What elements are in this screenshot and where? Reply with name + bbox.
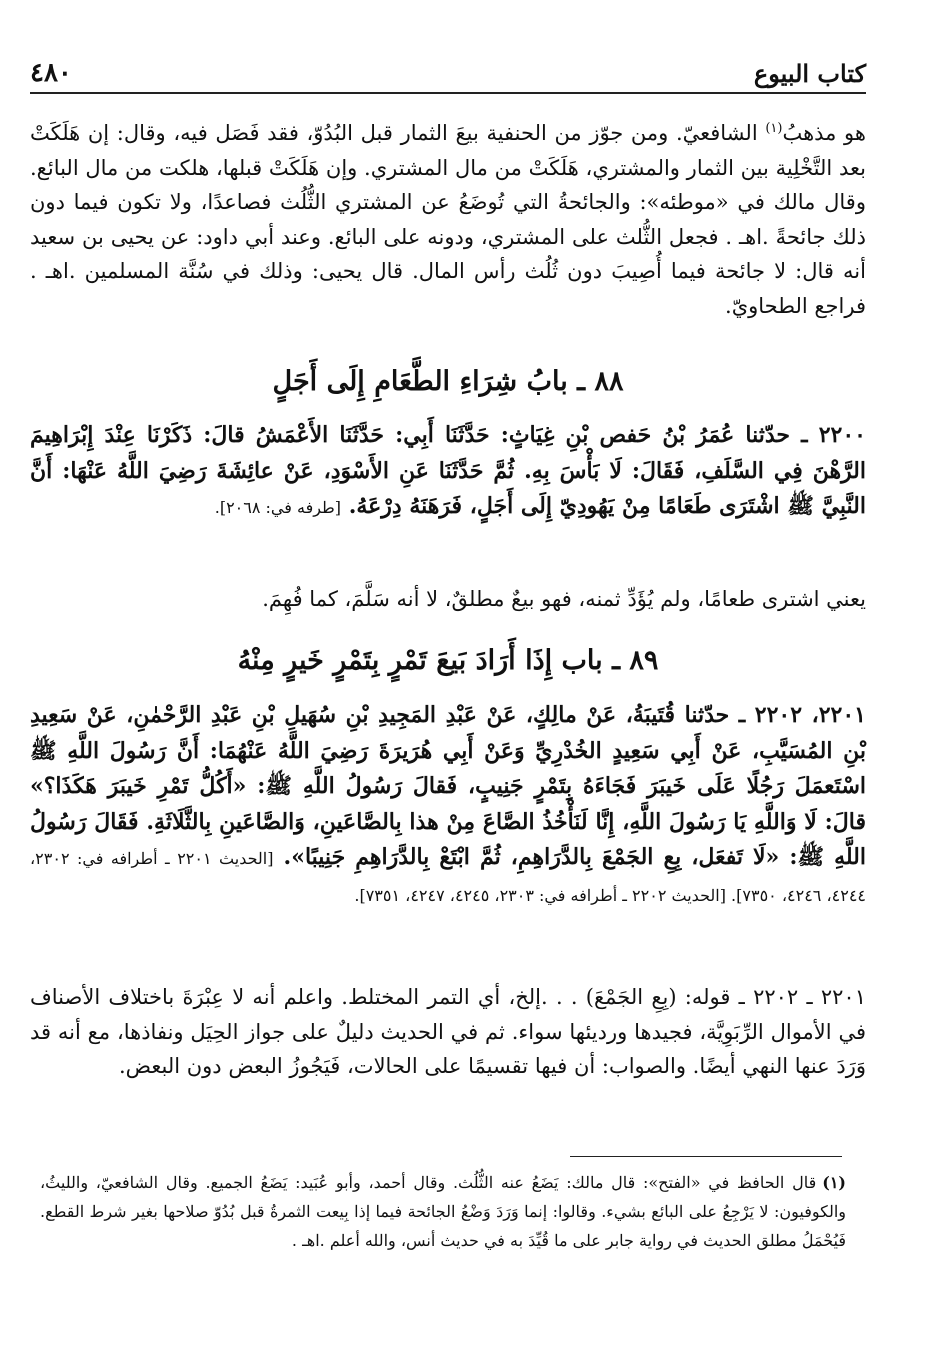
hadith-2200 [30,418,866,526]
commentary-start: هو مذهبُ [782,121,866,145]
hadith-cross-reference: [طرفه في: ٢٠٦٨]. [214,498,342,517]
chapter-heading-88: ٨٨ ـ بابُ شِرَاءِ الطَّعَامِ إِلَى أَجَلٍ [272,366,624,397]
hadith-2201-2202 [30,698,866,913]
chapter-heading-89: ٨٩ ـ باب إِذَا أَرَادَ بَيعَ تَمْرٍ بِتَمْرٍ خَيرٍ مِنْهُ [237,645,659,676]
hadith-text: ٢٢٠١، ٢٢٠٢ ـ حدّثنا قُتَيبَةُ، عَنْ مالِكٍ، عَنْ عَبْدِ المَجِيدِ بْنِ سُهَيلِ بْنِ عَبْدِ الرَّحْمٰنِ، عَنْ سَعِيدِ بْنِ المُسَيَّبِ، عَنْ أَبِي سَعِيدٍ الخُدْرِيِّ وَعَنْ أَبِي هُرَيرَةَ رَضِيَ اللَّهُ عَنْهُمَا: أَنَّ رَسُولَ اللَّهِ ﷺ اسْتَعمَلَ رَجُلًا عَلَى خَيبَرَ فَجَاءَهُ بِتَمْرٍ جَنِيبٍ، فَقالَ رَسُولُ اللَّهِ ﷺ: «أَكُلُّ تَمْرِ خَيبَرَ هَكَذَا؟» قالَ: لَا وَاللَّهِ يَا رَسُولَ اللَّهِ، إِنَّا لَنَأْخُذُ الصَّاعَ مِنْ هذا بِالصَّاعَينِ، وَالصَّاعَينِ بِالثَّلَاثَةِ. فَقَالَ رَسُولُ اللَّهِ ﷺ: «لَا تَفعَل، بِعِ الجَمْعَ بِالدَّرَاهِمِ، ثُمَّ ابْتَعْ بِالدَّرَاهِمِ جَنِيبًا». [30,702,866,870]
footnote-text: قال الحافظ في «الفتح»: قال مالك: يَضَعُ عنه الثُّلُث. وقال أحمد، وأبو عُبَيد: يَضَعُ الجميع. وقال الشافعيّ، والليثُ، والكوفيون: لا يَرْجِعُ على البائع بشيء. وقالوا: إنما وَرَدَ وَضْعُ الجائحة فيما إذا بِيعت الثمرةُ قبل بُدُوّ صلاحها بغير شرط القطع. فَيُحْمَلُ مطلق الحديث في رواية جابر على ما قُيِّدَ به في حديث أنس، والله أعلم .اهـ . [40,1173,847,1250]
running-title: كتاب البيوع [753,59,866,88]
footnote-reference: (١) [765,121,783,136]
hadith-text: ٢٢٠٠ ـ حدّثنا عُمَرُ بْنُ حَفص بْنِ غِيَاثٍ: حَدَّثَنَا أَبِي: حَدَّثَنَا الأَعْمَشُ قالَ: ذَكَرْنَا عِنْدَ إِبْرَاهِيمَ الرَّهْنَ فِي السَّلَفِ، فَقَالَ: لَا بَأْسَ بِهِ. ثُمَّ حَدَّثَنَا عَنِ الأَسْوَدِ، عَنْ عائِشَةَ رَضِيَ اللَّهُ عَنْهَا: أَنَّ النَّبِيَّ ﷺ اشْتَرَى طَعَامًا مِنْ يَهُودِيّ إِلَى أَجَلٍ، فَرَهَنَهُ دِرْعَهُ. [30,422,866,519]
hadith-cross-reference: [الحديث ٢٢٠١ ـ أطرافه في: ٢٣٠٢، ٤٢٤٤، ٤٢٤٦، ٧٣٥٠]. [الحديث ٢٢٠٢ ـ أطرافه في: ٢٣٠٣، ٤٢٤٥، ٤٢٤٧، ٧٣٥١]. [30,849,866,905]
commentary-paragraph-top [30,112,866,323]
page-number: ٤٨٠ [30,58,72,88]
footnote-divider [570,1156,842,1157]
commentary-body: الشافعيّ. ومن جوّز من الحنفية بيعَ الثمار قبل البُدُوّ، فقد فَصَل فيه، وقال: إن هَلَكَتْ بعد التَّخْلِية بين الثمار والمشتري، هَلَكَتْ من مال المشتري. وإن هَلَكَتْ قبلها، هلكت من مال البائع. وقال مالك في «موطئه»: والجائحةُ التي تُوضَعُ عن المشتري الثُّلُث فصاعدًا، ولا تكون فيما دون ذلك جائحةً .اهـ . فجعل الثُّلث على المشتري، ودونه على البائع. وعند أبي داود: عن يحيى بن سعيد أنه قال: لا جائحة فيما أُصِيبَ دون ثُلُث رأس المال. قال يحيى: وذلك في سُنَّة المسلمين .اهـ . فراجع الطحاويّ. [30,121,866,318]
page-header [30,52,866,94]
commentary-2201-2202: ٢٢٠١ ـ ٢٢٠٢ ـ قوله: (بِعِ الجَمْعَ) . . .إلخ، أي التمر المختلط. واعلم أنه لا عِبْرَةَ باختلاف الأصناف في الأموال الرِّبَوِيَّة، فجيدها ورديئها سواء. ثم في الحديث دليلٌ على جواز الحِيَل ونفاذها، مع أنه قد وَرَدَ عنها النهي أيضًا. والصواب: أن فيها تقسيمًا على الحالات، فَيَجُوزُ البعض دون البعض. [30,985,866,1078]
footnote [40,1168,846,1255]
commentary-2200: يعني اشترى طعامًا، ولم يُؤَدِّ ثمنه، فهو بيعٌ مطلقٌ، لا أنه سَلَّمَ، كما فُهِمَ. [262,587,866,611]
footnote-marker: (١) [822,1173,846,1192]
